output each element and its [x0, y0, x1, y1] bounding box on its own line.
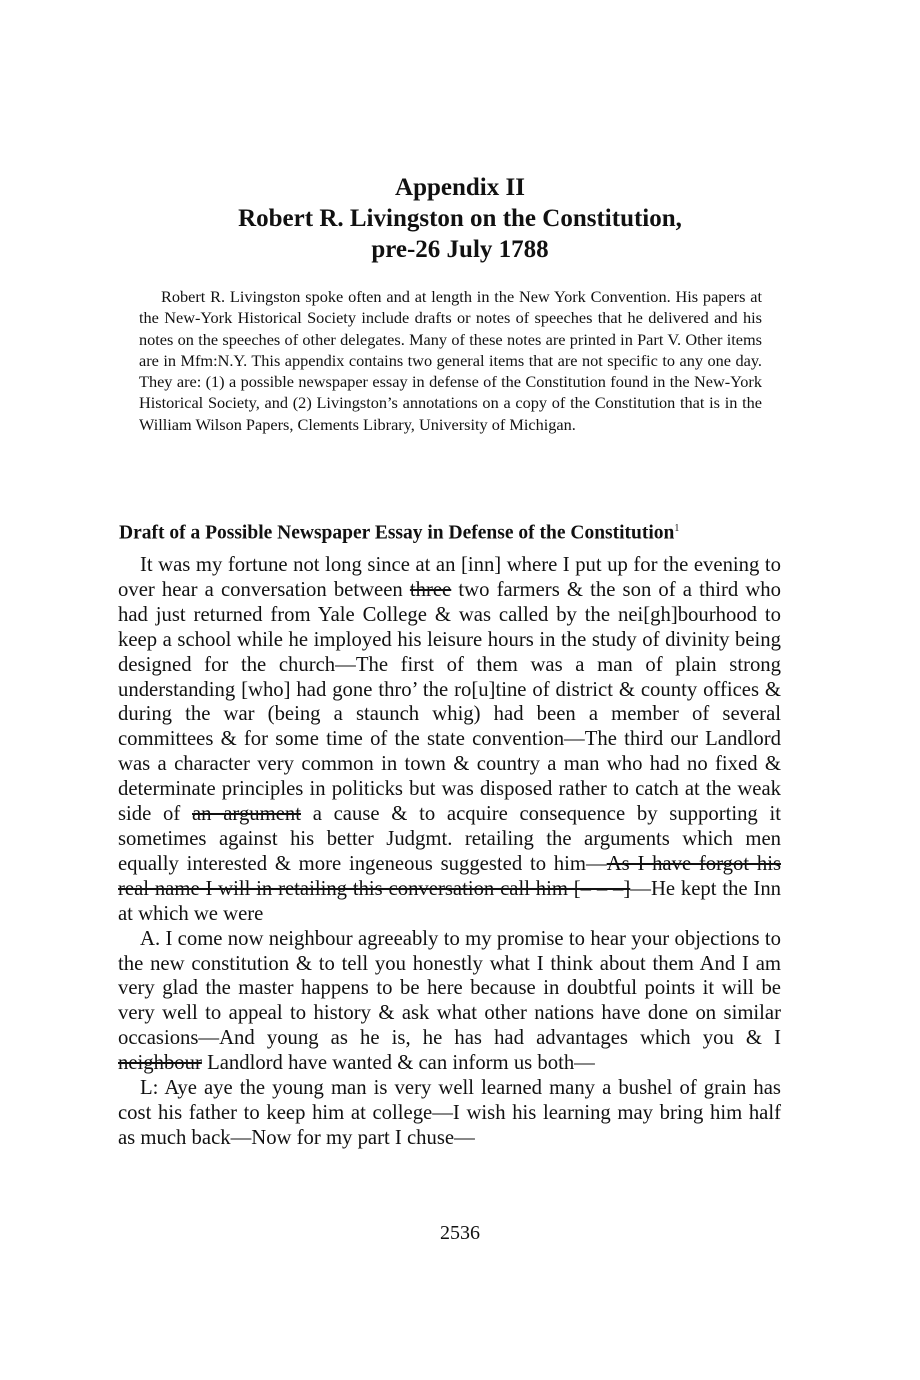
page-number: 2536: [440, 1222, 480, 1244]
essay-text: —He kept the Inn at which we were: [118, 877, 782, 925]
essay-text: It was my fortune not long since at an [inn] where I put up for the evening to over hear a conversation between: [118, 554, 781, 601]
intro-paragraph: Robert R. Livingston spoke often and at length in the New York Convention. His papers at the New-York Historical Society include drafts or notes of speeches that he delivered and his notes on the speeches of other delegates. Many of these notes are printed in Part V. Other items are in Mfm:N.Y. This appendix contains two general items that are not specific to any one day. They are: (1) a possible newspaper essay in defense of the Constitution found in the New-York Historical Society, and (2) Livingston’s annotations on a copy of the Constitution that is in the William Wilson Papers, Clements Library, University of Michigan.: [139, 287, 762, 434]
struck-text: three: [409, 578, 452, 601]
footnote-mark: 1: [674, 523, 680, 534]
struck-text: As I have forgot his real name I will in retailing this conversation call him [– – –]: [118, 852, 781, 900]
section-heading-text: Draft of a Possible Newspaper Essay in Defense of the Constitution: [119, 522, 675, 544]
title-line-appendix: Appendix II: [395, 174, 525, 201]
title-line-date: pre-26 July 1788: [371, 236, 549, 263]
page-title: [0, 172, 920, 265]
essay-paragraph-3: L: Aye aye the young man is very well learned many a bushel of grain has cost his father to keep him at college—I wish his learning may bring him half as much back—Now for my part I chuse—: [118, 1077, 781, 1149]
section-heading: [119, 516, 799, 547]
intro-note: [139, 286, 762, 435]
essay-body: [118, 553, 781, 1151]
title-line-subject: Robert R. Livingston on the Constitution,: [238, 205, 682, 232]
essay-text: Landlord have wanted & can inform us both—: [201, 1052, 595, 1075]
struck-text: an argument: [192, 803, 301, 826]
essay-text: a cause & to acquire consequence by supporting it sometimes against his better Judgmt. retailing the arguments which men equally interested & more ingeneous suggested to him—: [118, 803, 781, 875]
struck-text: neighbour: [118, 1052, 202, 1075]
essay-text: two farmers & the son of a third who had just returned from Yale College & was called by the nei[gh]bourhood to keep a school while he imployed his leisure hours in the study of divinity being designed for the church—The first of them was a man of plain strong understanding [who] had gone thro’ the ro[u]tine of district & county offices & during the war (being a staunch whig) had been a member of several committees & for some time of the state convention—The third our Landlord was a character very common in town & country a man who had no fixed & determinate principles in politicks but was disposed rather to catch at the weak side of: [118, 578, 781, 826]
essay-paragraph-1: [118, 553, 781, 927]
essay-text: A. I come now neighbour agreeably to my promise to hear your objections to the new constitution & to tell you honestly what I think about them And I am very glad the master happens to be here because in doubtful points it will be very well to appeal to history & ask what other nations have done on similar occasions—And young as he is, he has had advantages which you & I: [118, 927, 781, 1050]
essay-paragraph-2: [118, 927, 781, 1076]
